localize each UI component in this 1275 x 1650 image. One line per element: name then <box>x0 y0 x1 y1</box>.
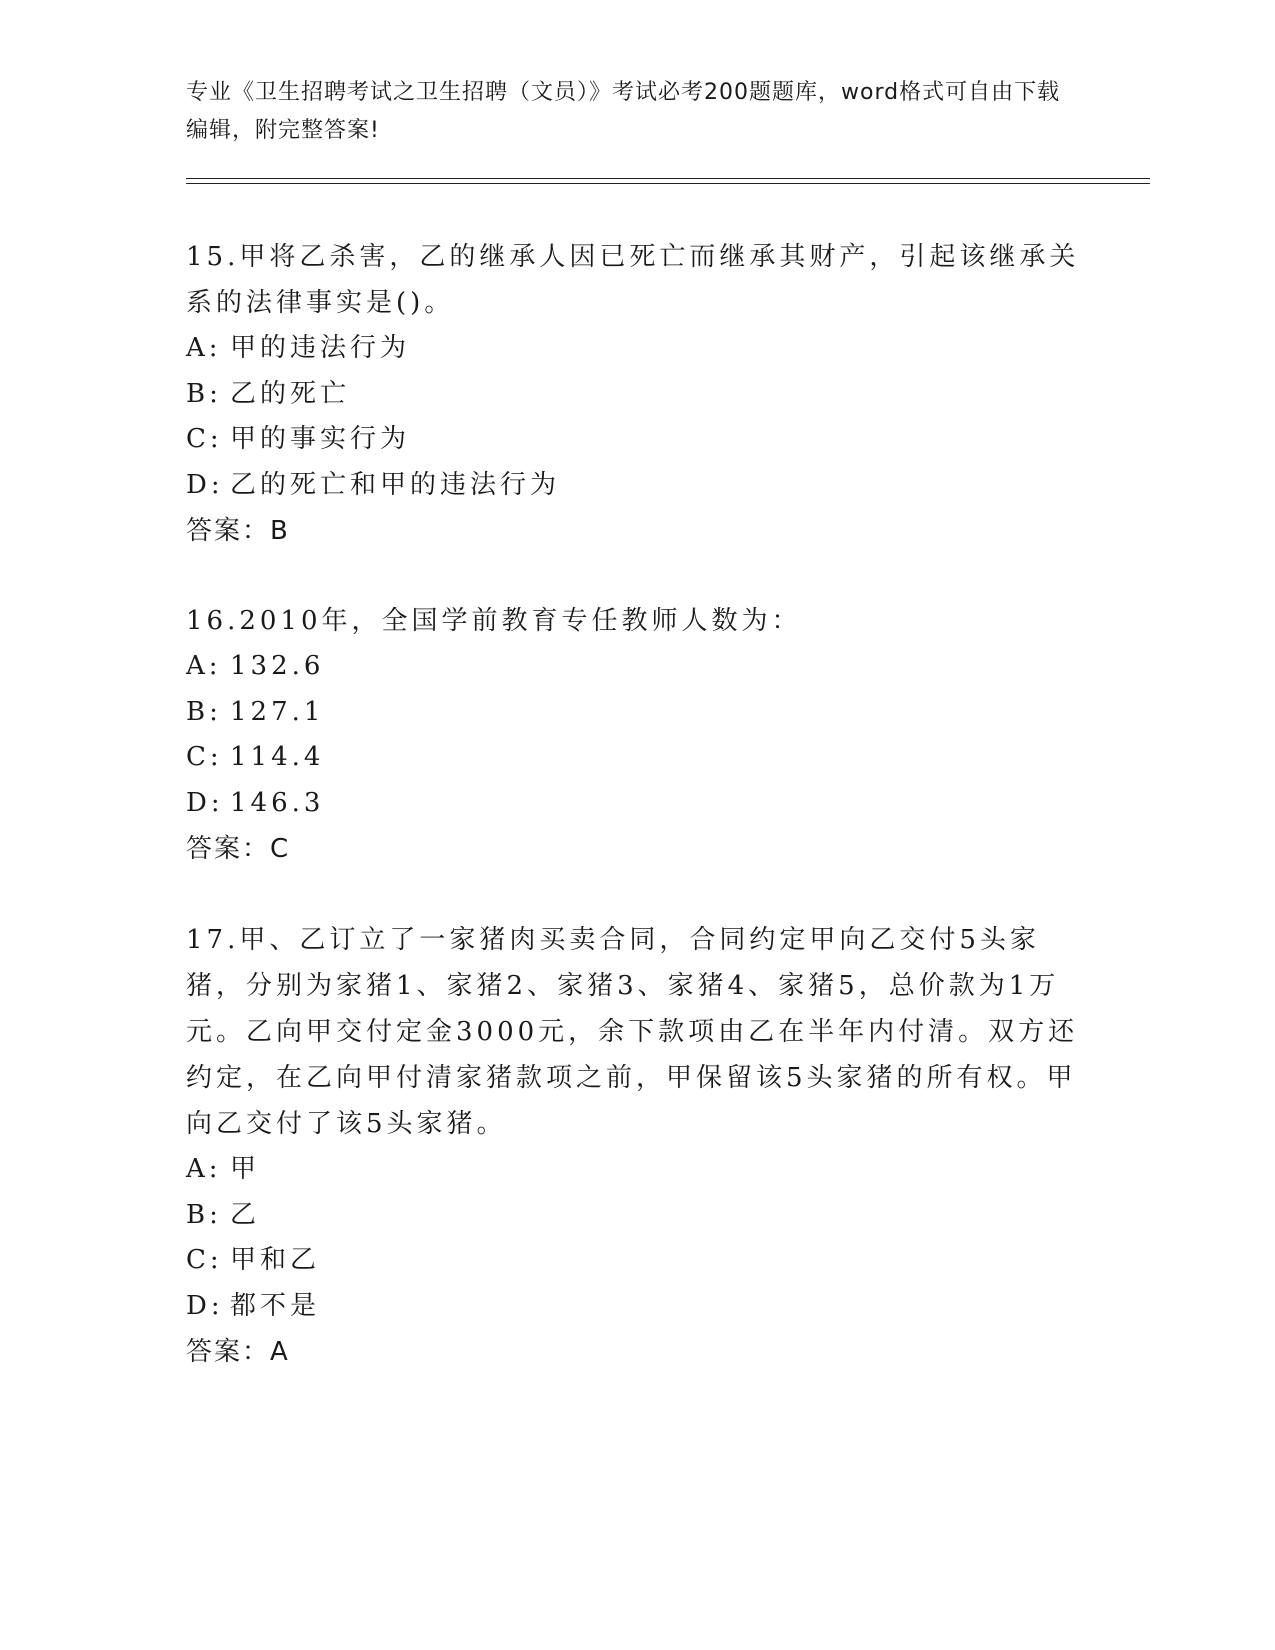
option-a <box>186 326 1086 372</box>
option-text: 甲 <box>230 1154 261 1184</box>
option-text: 甲和乙 <box>230 1245 321 1275</box>
option-d <box>186 781 1086 827</box>
option-text: 乙 <box>230 1199 261 1230</box>
option-a <box>186 644 1086 690</box>
option-text: 127.1 <box>230 696 325 727</box>
option-text: 132.6 <box>230 651 325 681</box>
answer-line: 答案：B <box>186 516 290 546</box>
option-letter: B: <box>186 378 222 409</box>
option-c <box>186 735 1086 781</box>
question-15 <box>186 234 1086 554</box>
option-a <box>186 1147 1086 1193</box>
option-letter: D: <box>186 787 224 818</box>
option-b <box>186 690 1086 736</box>
question-stem: 15.甲将乙杀害，乙的继承人因已死亡而继承其财产，引起该继承关系的法律事实是()。 <box>186 242 1080 318</box>
option-d <box>186 463 1086 509</box>
option-letter: C: <box>186 1245 223 1275</box>
question-stem: 16.2010年，全国学前教育专任教师人数为： <box>186 606 802 636</box>
option-letter: C: <box>186 742 223 772</box>
header-divider-top <box>186 178 1150 179</box>
option-c <box>186 417 1086 463</box>
option-letter: A: <box>186 333 222 363</box>
option-c <box>186 1238 1086 1284</box>
option-letter: A: <box>186 1154 222 1184</box>
option-text: 乙的死亡和甲的违法行为 <box>230 469 561 500</box>
option-text: 甲的违法行为 <box>230 333 411 363</box>
option-b <box>186 1193 1086 1239</box>
answer-line: 答案：C <box>186 834 291 864</box>
option-letter: A: <box>186 651 222 681</box>
option-text: 甲的事实行为 <box>230 424 411 454</box>
option-text: 146.3 <box>230 787 325 818</box>
answer-line: 答案：A <box>186 1337 290 1367</box>
option-text: 乙的死亡 <box>230 378 351 409</box>
option-letter: B: <box>186 696 222 727</box>
document-header: 专业《卫生招聘考试之卫生招聘（文员）》考试必考200题题库，word格式可自由下载编辑，附完整答案! <box>186 80 1061 143</box>
option-b <box>186 372 1086 418</box>
option-letter: C: <box>186 424 223 454</box>
option-letter: D: <box>186 469 224 500</box>
option-d <box>186 1284 1086 1330</box>
option-letter: D: <box>186 1290 224 1321</box>
header-divider-bottom <box>186 183 1150 184</box>
option-text: 114.4 <box>230 742 325 772</box>
option-text: 都不是 <box>230 1290 321 1321</box>
question-17 <box>186 917 1086 1375</box>
option-letter: B: <box>186 1199 222 1230</box>
question-16 <box>186 598 1086 872</box>
question-stem: 17.甲、乙订立了一家猪肉买卖合同，合同约定甲向乙交付5头家猪，分别为家猪1、家猪2、家猪3、家猪4、家猪5，总价款为1万元。乙向甲交付定金3000元，余下款项由乙在半年内付清。双方还约定，在乙向甲付清家猪款项之前，甲保留该5头家猪的所有权。甲向乙交付了该5头家猪。 <box>186 925 1079 1139</box>
